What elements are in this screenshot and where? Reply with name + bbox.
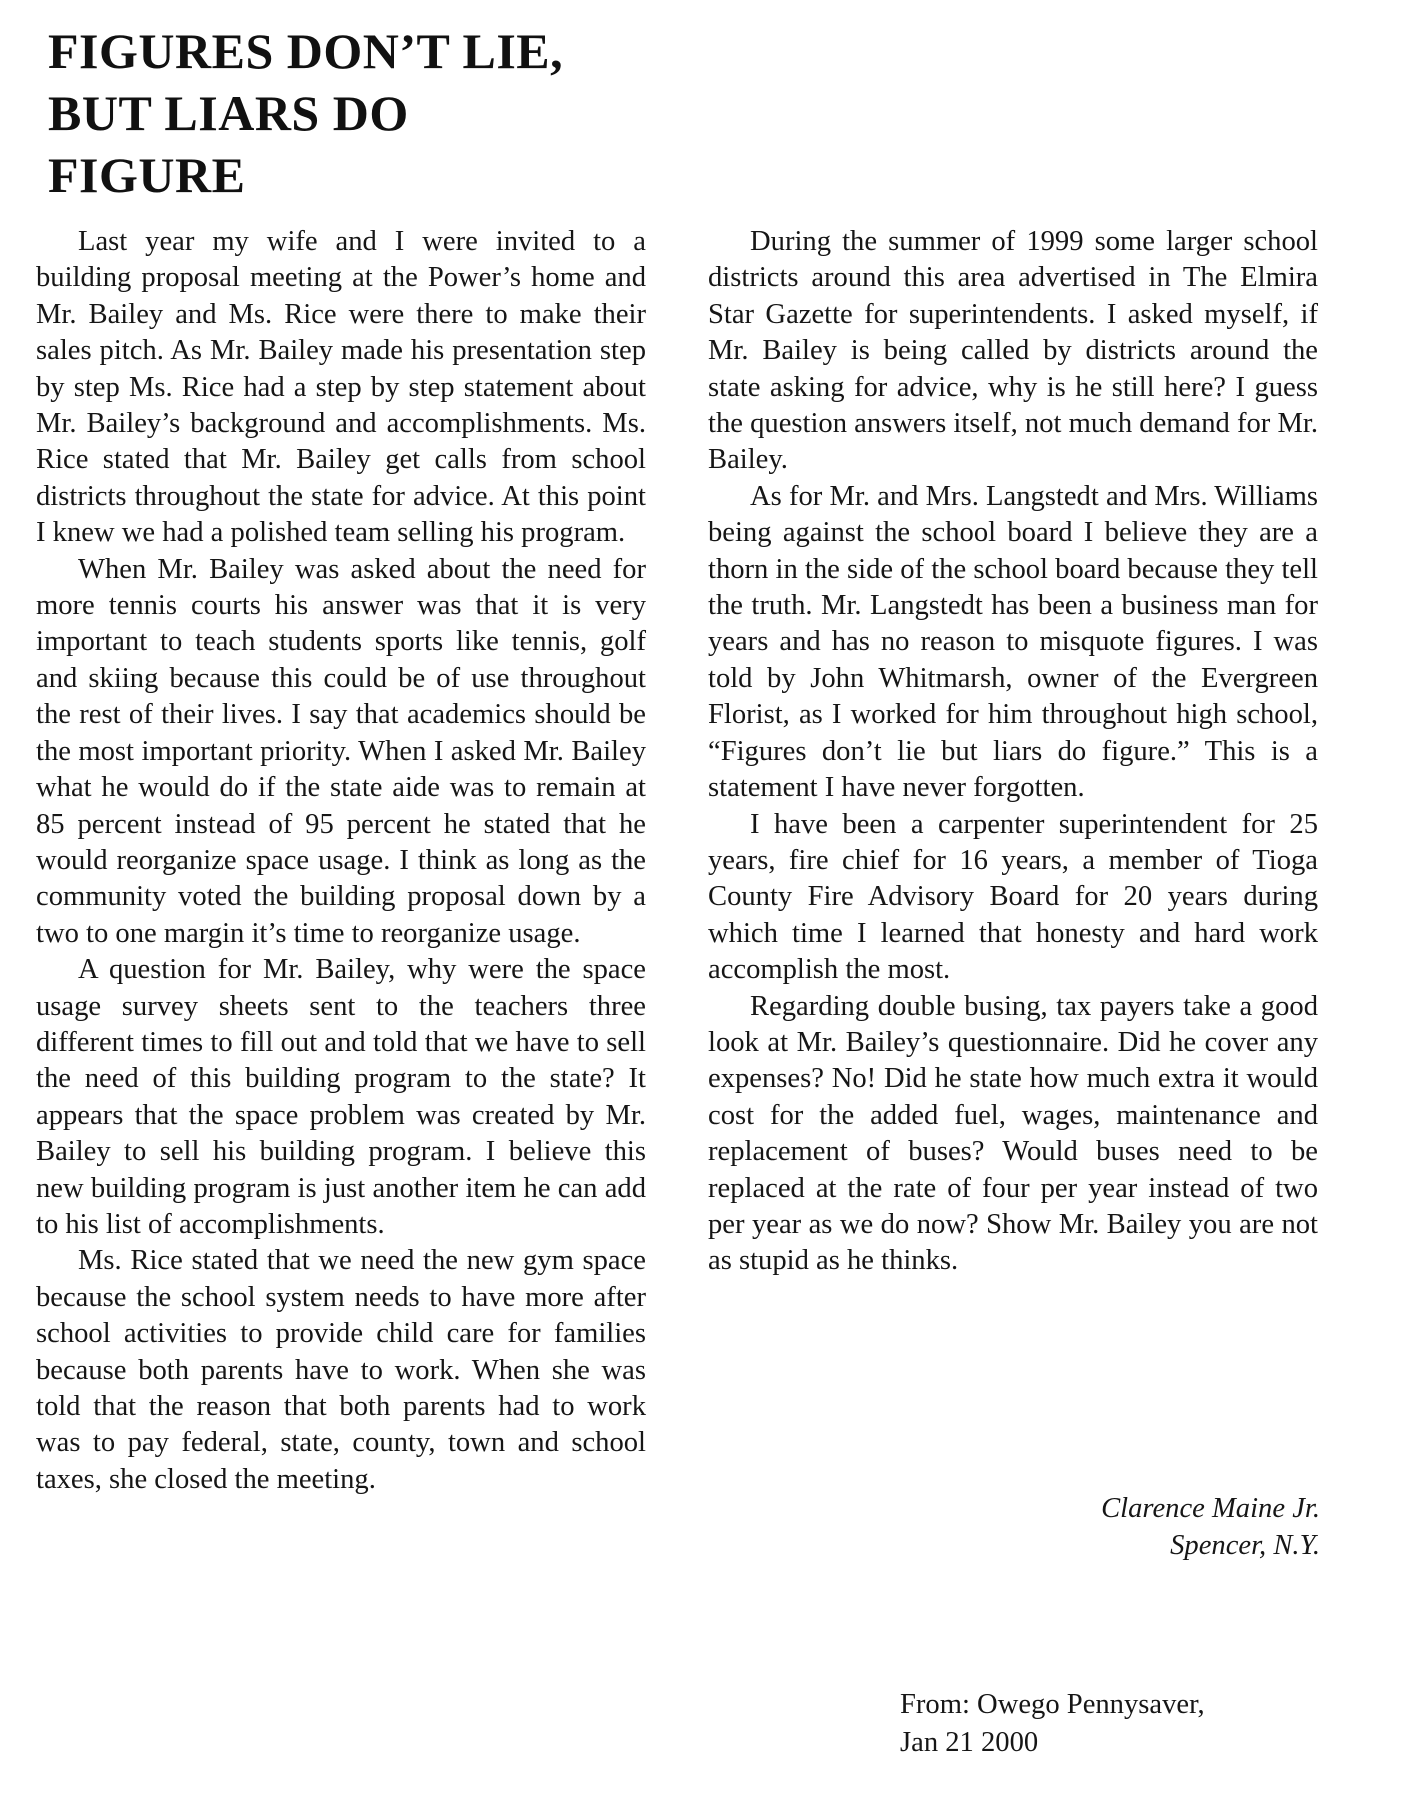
headline bbox=[48, 20, 688, 206]
paragraph: As for Mr. and Mrs. Langstedt and Mrs. Williams being against the school board I believe they are a thorn in the side of the school board because they tell the truth. Mr. Langstedt has been a business man for years and has no reason to misquote figures. I was told by John Whitmarsh, owner of the Evergreen Florist, as I worked for him throughout high school, “Figures don’t lie but liars do figure.” This is a statement I have never forgotten. bbox=[708, 480, 1318, 804]
source-publication: From: Owego Pennysaver, bbox=[900, 1689, 1205, 1720]
author-name: Clarence Maine Jr. bbox=[1101, 1493, 1320, 1524]
headline-line-3: FIGURE bbox=[48, 147, 246, 203]
right-column bbox=[708, 224, 1318, 1280]
source-citation bbox=[900, 1686, 1320, 1762]
paragraph: During the summer of 1999 some larger school districts around this area advertised in The Elmira Star Gazette for superintendents. I asked myself, if Mr. Bailey is being called by districts around the state asking for advice, why is he still here? I guess the question answers itself, not much demand for Mr. Bailey. bbox=[708, 226, 1318, 476]
paragraph: Regarding double busing, tax payers take a good look at Mr. Bailey’s questionnaire. Did he cover any expenses? No! Did he state how much extra it would cost for the added fuel, wages, maintenance and replacement of buses? Would buses need to be replaced at the rate of four per year instead of two per year as we do now? Show Mr. Bailey you are not as stupid as he thinks. bbox=[708, 990, 1318, 1277]
paragraph: A question for Mr. Bailey, why were the space usage survey sheets sent to the teachers three different times to fill out and told that we have to sell the need of this building program to the state? It appears that the space problem was created by Mr. Bailey to sell his building program. I believe this new building program is just another item he can add to his list of accomplishments. bbox=[36, 954, 646, 1240]
paragraph: When Mr. Bailey was asked about the need for more tennis courts his answer was that it is very important to teach students sports like tennis, golf and skiing because this could be of use throughout the rest of their lives. I say that academics should be the most important priority. When I asked Mr. Bailey what he would do if the state aide was to remain at 85 percent instead of 95 percent he stated that he would reorganize space usage. I think as long as the community voted the building proposal down by a two to one margin it’s time to reorganize usage. bbox=[36, 553, 646, 949]
left-column bbox=[36, 224, 646, 1498]
headline-line-2: BUT LIARS DO bbox=[48, 85, 409, 141]
paragraph: Ms. Rice stated that we need the new gym space because the school system needs to have more after school activities to provide child care for families because both parents have to work. When she was told that the reason that both parents had to work was to pay federal, state, county, town and school taxes, she closed the meeting. bbox=[36, 1245, 646, 1495]
paragraph: I have been a carpenter superintendent for 25 years, fire chief for 16 years, a member of Tioga County Fire Advisory Board for 20 years during which time I learned that honesty and hard work accomplish the most. bbox=[708, 808, 1318, 986]
author-signature bbox=[960, 1490, 1320, 1564]
paragraph: Last year my wife and I were invited to a building proposal meeting at the Power’s home and Mr. Bailey and Ms. Rice were there to make their sales pitch. As Mr. Bailey made his presentation step by step Ms. Rice had a step by step statement about Mr. Bailey’s background and accomplishments. Ms. Rice stated that Mr. Bailey get calls from school districts throughout the state for advice. At this point I knew we had a polished team selling his program. bbox=[36, 226, 646, 549]
source-date: Jan 21 2000 bbox=[900, 1727, 1039, 1758]
author-location: Spencer, N.Y. bbox=[1170, 1530, 1320, 1561]
headline-line-1: FIGURES DON’T LIE, bbox=[48, 23, 564, 79]
